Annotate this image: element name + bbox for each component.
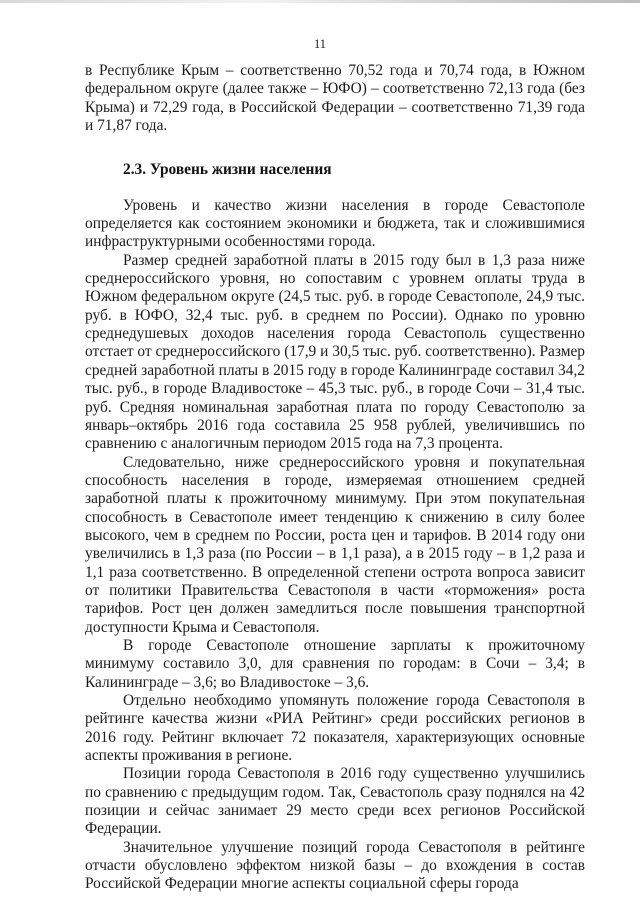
- paragraph-rating-positions: Позиции города Севастополя в 2016 году существенно улучшились по сравнению с предыдущим годом. Так, Севастополь сразу поднялся на 42 позиции и сейчас занимает 29 место среди всех регионов Российской Федерации.: [85, 765, 585, 838]
- paragraph-purchasing-power: Следовательно, ниже среднероссийского уровня и покупательная способность населения в городе, измеряемая отношением средней заработной платы к прожиточному минимуму. При этом покупательная способность в Севастополе имеет тенденцию к снижению в силу более высокого, чем в среднем по России, роста цен и тарифов. В 2014 году они увеличились в 1,3 раза (по России – в 1,1 раза), а в 2015 году – в 1,2 раза и 1,1 раза соответственно. В определенной степени острота вопроса зависит от политики Правительства Севастополя в части «торможения» роста тарифов. Рост цен должен замедлиться после повышения транспортной доступности Крыма и Севастополя.: [85, 453, 585, 636]
- spacer: [85, 180, 585, 197]
- page-number: 11: [313, 37, 327, 51]
- paragraph-ria-rating: Отдельно необходимо упомянуть положение города Севастополя в рейтинге качества жизни «РИА Рейтинг» среди российских регионов в 2016 году. Рейтинг включает 72 показателя, характеризующих основные аспекты проживания в регионе.: [85, 692, 585, 765]
- paragraph-living-quality: Уровень и качество жизни населения в городе Севастополе определяется как состоянием экономики и бюджета, так и сложившимися инфраструктурными особенностями города.: [85, 196, 585, 251]
- scan-top-edge: [0, 0, 640, 3]
- paragraph-low-base-effect: Значительное улучшение позиций города Севастополя в рейтинге отчасти обусловлено эффектом низкой базы – до вхождения в состав Российской Федерации многие аспекты социальной сферы города: [85, 838, 585, 893]
- document-body: [85, 62, 585, 894]
- paragraph-subsistence-ratio: В городе Севастополе отношение зарплаты к прожиточному минимуму составило 3,0, для сравнения по городам: в Сочи – 3,4; в Калининграде – 3,6; во Владивостоке – 3,6.: [85, 636, 585, 691]
- spacer: [85, 135, 585, 161]
- opening-paragraph: в Республике Крым – соответственно 70,52 года и 70,74 года, в Южном федеральном округе (далее также – ЮФО) – соответственно 72,13 года (без Крыма) и 72,29 года, в Российской Федерации – соответственно 71,39 года и 71,87 года.: [85, 62, 585, 135]
- section-heading: 2.3. Уровень жизни населения: [123, 161, 332, 179]
- paragraph-average-salary: Размер средней заработной платы в 2015 году был в 1,3 раза ниже среднероссийского уровня, но сопоставим с уровнем оплаты труда в Южном федеральном округе (24,5 тыс. руб. в городе Севастополе, 24,9 тыс. руб. в ЮФО, 32,4 тыс. руб. в среднем по России). Однако по уровню среднедушевых доходов населения города Севастополь существенно отстает от среднероссийского (17,9 и 30,5 тыс. руб. соответственно). Размер средней заработной платы в 2015 году в городе Калининграде составил 34,2 тыс. руб., в городе Владивостоке – 45,3 тыс. руб., в городе Сочи – 31,4 тыс. руб. Средняя номинальная заработная плата по городу Севастополю за январь–октябрь 2016 года составила 25 958 рублей, увеличившись по сравнению с аналогичным периодом 2015 года на 7,3 процента.: [85, 251, 585, 453]
